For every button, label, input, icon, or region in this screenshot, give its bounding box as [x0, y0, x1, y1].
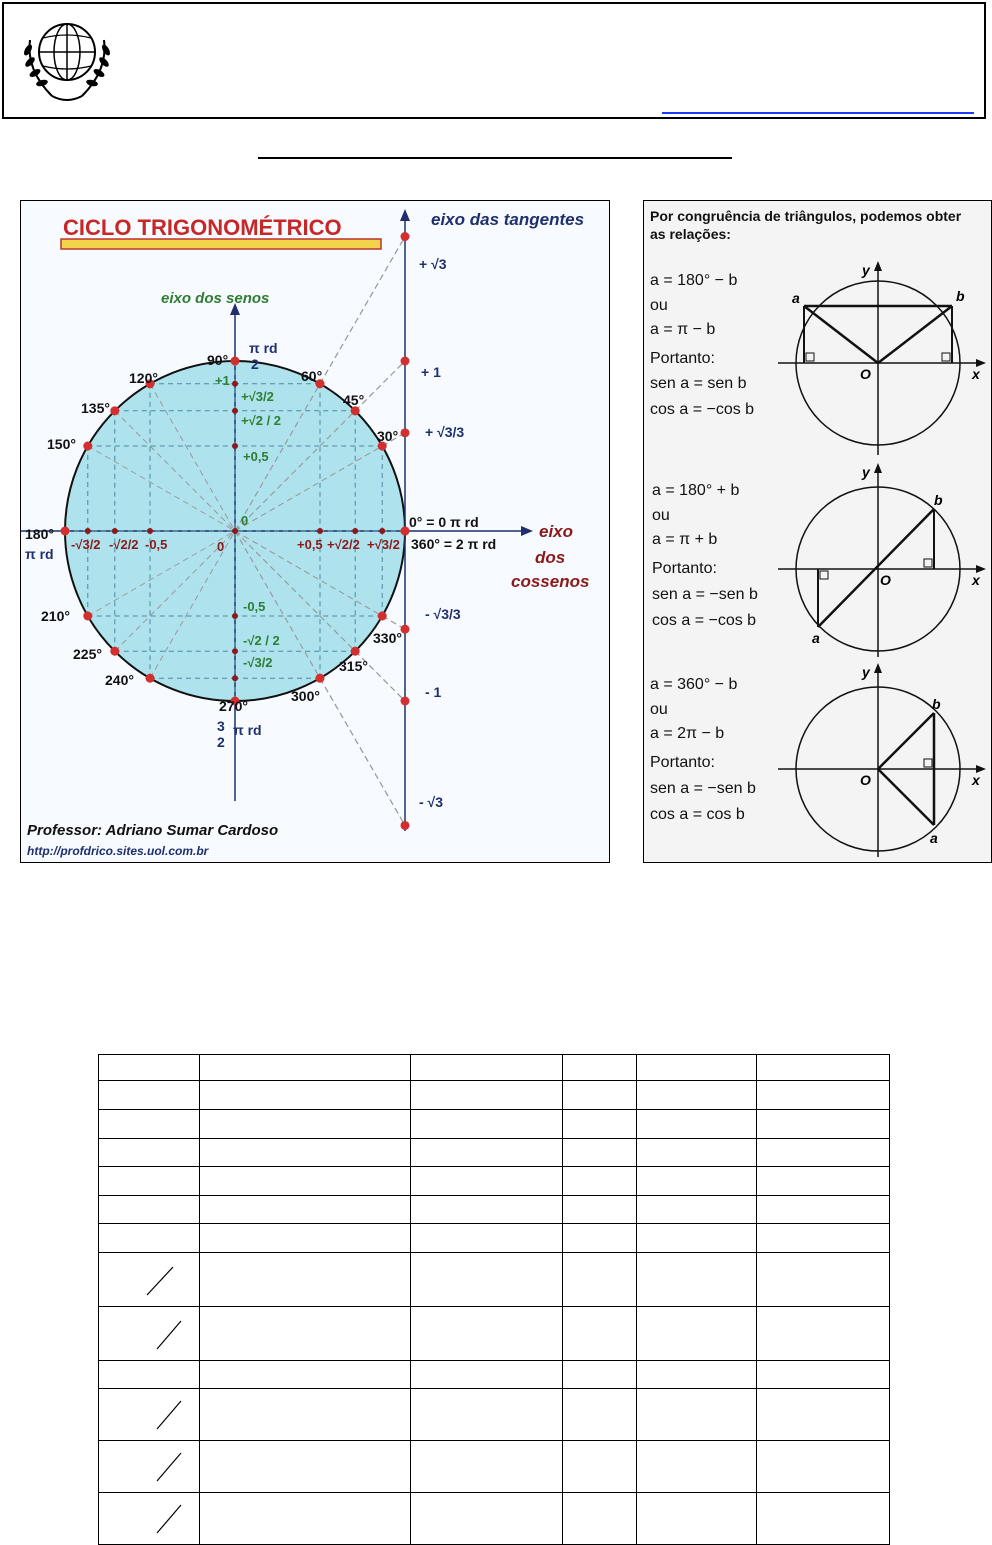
angle-point-300: [316, 674, 325, 683]
sine-value-1: +1: [215, 373, 230, 388]
case3-line-5: sen a = −sen b: [650, 780, 756, 797]
case3-line-3: a = 2π − b: [650, 725, 725, 742]
values-table: [98, 1054, 890, 1545]
fraction-slash-icon: [99, 1307, 199, 1355]
header-box: [2, 2, 986, 119]
angle-label-300: 300°: [291, 688, 320, 704]
angle-point-150: [83, 442, 92, 451]
cosine-axis-label-3: cossenos: [511, 572, 590, 591]
sine-value-neg-0-5: -0,5: [243, 599, 266, 614]
table-row: [99, 1081, 890, 1110]
three-pi-half-num: 3: [217, 718, 225, 734]
tangent-point: [401, 821, 410, 830]
angle-label-315: 315°: [339, 658, 368, 674]
sine-value-neg-sqrt3-2: -√3/2: [243, 655, 273, 670]
angle-label-150: 150°: [47, 436, 76, 452]
tangent-value-1: + 1: [421, 364, 441, 380]
sine-value-sqrt3-2: +√3/2: [241, 389, 274, 404]
d1-y-label: y: [862, 262, 870, 278]
d2-y-label: y: [862, 464, 870, 480]
case2-line-1: a = 180° + b: [652, 482, 740, 499]
d1-b-label: b: [956, 288, 965, 304]
angle-point-240: [146, 674, 155, 683]
d1-origin-label: O: [860, 366, 871, 382]
tangent-point: [401, 428, 410, 437]
axis-tick-point: [232, 443, 238, 449]
angle-label-360: 360° = 2 π rd: [411, 536, 497, 552]
d3-y-label: y: [862, 664, 870, 680]
sine-value-0-5: +0,5: [243, 449, 269, 464]
angle-label-270: 270°: [219, 698, 248, 714]
case2-line-2: ou: [652, 507, 670, 524]
tangent-axis-label: eixo das tangentes: [431, 210, 585, 229]
title-underline: [258, 157, 732, 159]
d2-a-label: a: [812, 630, 820, 646]
angle-label-180-rad: π rd: [25, 546, 54, 562]
d3-a-label: a: [930, 830, 938, 846]
cosine-value-sqrt3-2: +√3/2: [367, 537, 400, 552]
angle-label-180: 180°: [25, 526, 54, 542]
case2-line-6: cos a = −cos b: [652, 612, 757, 629]
angle-point-315: [351, 647, 360, 656]
case1-line-4: Portanto:: [650, 350, 715, 367]
d1-a-label: a: [792, 290, 800, 306]
intro-line-2: as relações:: [650, 226, 731, 242]
case1-line-5: sen a = sen b: [650, 375, 747, 392]
d2-b-label: b: [934, 492, 943, 508]
table-row: [99, 1493, 890, 1545]
cosine-value-neg-sqrt3-2: -√3/2: [71, 537, 101, 552]
table-row: [99, 1389, 890, 1441]
angle-label-240: 240°: [105, 672, 134, 688]
table-row: [99, 1055, 890, 1081]
angle-point-330: [378, 612, 387, 621]
d1-x-label: x: [972, 366, 980, 382]
case3-line-4: Portanto:: [650, 754, 715, 771]
header-link-underline[interactable]: [662, 112, 974, 114]
three-pi-half-den: 2: [217, 734, 225, 750]
case1-line-2: ou: [650, 297, 668, 314]
fraction-slash-icon: [99, 1441, 199, 1487]
angle-label-330: 330°: [373, 630, 402, 646]
case3-line-6: cos a = cos b: [650, 806, 745, 823]
cosine-value-neg-sqrt2-2: -√2/2: [109, 537, 139, 552]
d2-origin-label: O: [880, 572, 891, 588]
angle-label-45: 45°: [343, 392, 365, 408]
angle-point-225: [110, 647, 119, 656]
axis-tick-point: [147, 528, 153, 534]
axis-tick-point: [85, 528, 91, 534]
table-row: [99, 1361, 890, 1389]
tangent-point: [401, 357, 410, 366]
angle-point-180: [61, 527, 70, 536]
tangent-point: [401, 232, 410, 241]
axis-tick-point: [232, 381, 238, 387]
table-row: [99, 1196, 890, 1224]
fraction-slash-icon: [99, 1493, 199, 1539]
case2-line-5: sen a = −sen b: [652, 586, 758, 603]
cosine-value-0-5: +0,5: [297, 537, 323, 552]
cosine-value-0: 0: [217, 539, 225, 554]
tangent-value-neg-sqrt3: - √3: [419, 794, 444, 810]
angle-label-90: 90°: [207, 352, 229, 368]
globe-laurel-logo-icon: [12, 10, 122, 110]
cosine-value-neg-0-5: -0,5: [145, 537, 168, 552]
angle-label-210: 210°: [41, 608, 70, 624]
angle-label-0: 0° = 0 π rd: [409, 514, 479, 530]
trig-cycle-svg: [21, 201, 609, 862]
fraction-slash-icon: [99, 1253, 199, 1301]
tangent-value-neg-1: - 1: [425, 684, 442, 700]
cycle-title: CICLO TRIGONOMÉTRICO: [63, 215, 342, 240]
table-row: [99, 1441, 890, 1493]
angle-point-210: [83, 612, 92, 621]
tangent-value-sqrt3: + √3: [419, 256, 447, 272]
angle-label-135: 135°: [81, 400, 110, 416]
cosine-axis-label-1: eixo: [539, 522, 574, 541]
table-row: [99, 1110, 890, 1139]
d3-b-label: b: [932, 696, 941, 712]
tangent-axis-arrow-icon: [400, 209, 410, 221]
sine-value-sqrt2-2: +√2 / 2: [241, 413, 282, 428]
axis-tick-point: [352, 528, 358, 534]
angle-point-90: [231, 357, 240, 366]
congruence-diagram-3: [772, 657, 992, 857]
cosine-axis-label-2: dos: [535, 548, 566, 567]
fraction-slash-icon: [99, 1389, 199, 1435]
congruence-figure: [643, 200, 992, 863]
angle-label-30: 30°: [377, 428, 399, 444]
axis-tick-point: [232, 408, 238, 414]
axis-tick-point: [232, 528, 238, 534]
case3-line-1: a = 360° − b: [650, 676, 738, 693]
d3-origin-label: O: [860, 772, 871, 788]
table-row: [99, 1224, 890, 1253]
table-row: [99, 1167, 890, 1196]
case3-line-2: ou: [650, 701, 668, 718]
sine-value-neg-sqrt2-2: -√2 / 2: [243, 633, 280, 648]
axis-tick-point: [112, 528, 118, 534]
cosine-axis-arrow-icon: [521, 526, 533, 536]
pi-half-den: 2: [251, 356, 259, 372]
table-row: [99, 1307, 890, 1361]
author-url[interactable]: http://profdrico.sites.uol.com.br: [27, 844, 209, 858]
author-credit: Professor: Adriano Sumar Cardoso: [27, 822, 279, 839]
congruence-diagram-1: [772, 255, 992, 455]
three-pi-half-label: π rd: [233, 722, 262, 738]
sine-value-0: 0: [241, 513, 249, 528]
angle-label-60: 60°: [301, 368, 323, 384]
tangent-point: [401, 697, 410, 706]
axis-tick-point: [232, 648, 238, 654]
axis-tick-point: [317, 528, 323, 534]
intro-line-1: Por congruência de triângulos, podemos obter: [650, 208, 962, 224]
table-row: [99, 1139, 890, 1167]
case1-line-1: a = 180° − b: [650, 272, 738, 289]
d3-x-label: x: [972, 772, 980, 788]
axis-tick-point: [379, 528, 385, 534]
congruence-diagram-2: [772, 457, 992, 657]
angle-point-135: [110, 406, 119, 415]
title-banner: [61, 239, 381, 249]
angle-label-120: 120°: [129, 370, 158, 386]
axis-tick-point: [232, 613, 238, 619]
angle-label-225: 225°: [73, 646, 102, 662]
d2-x-label: x: [972, 572, 980, 588]
case1-line-3: a = π − b: [650, 321, 716, 338]
sine-axis-label: eixo dos senos: [161, 290, 270, 307]
table-row: [99, 1253, 890, 1307]
tangent-value-neg-sqrt3-3: - √3/3: [425, 606, 461, 622]
case1-line-6: cos a = −cos b: [650, 401, 755, 418]
tangent-value-sqrt3-3: + √3/3: [425, 424, 465, 440]
case2-line-3: a = π + b: [652, 531, 718, 548]
axis-tick-point: [232, 675, 238, 681]
trig-cycle-figure: [20, 200, 610, 863]
pi-half-label: π rd: [249, 340, 278, 356]
case2-line-4: Portanto:: [652, 560, 717, 577]
cosine-value-sqrt2-2: +√2/2: [327, 537, 360, 552]
